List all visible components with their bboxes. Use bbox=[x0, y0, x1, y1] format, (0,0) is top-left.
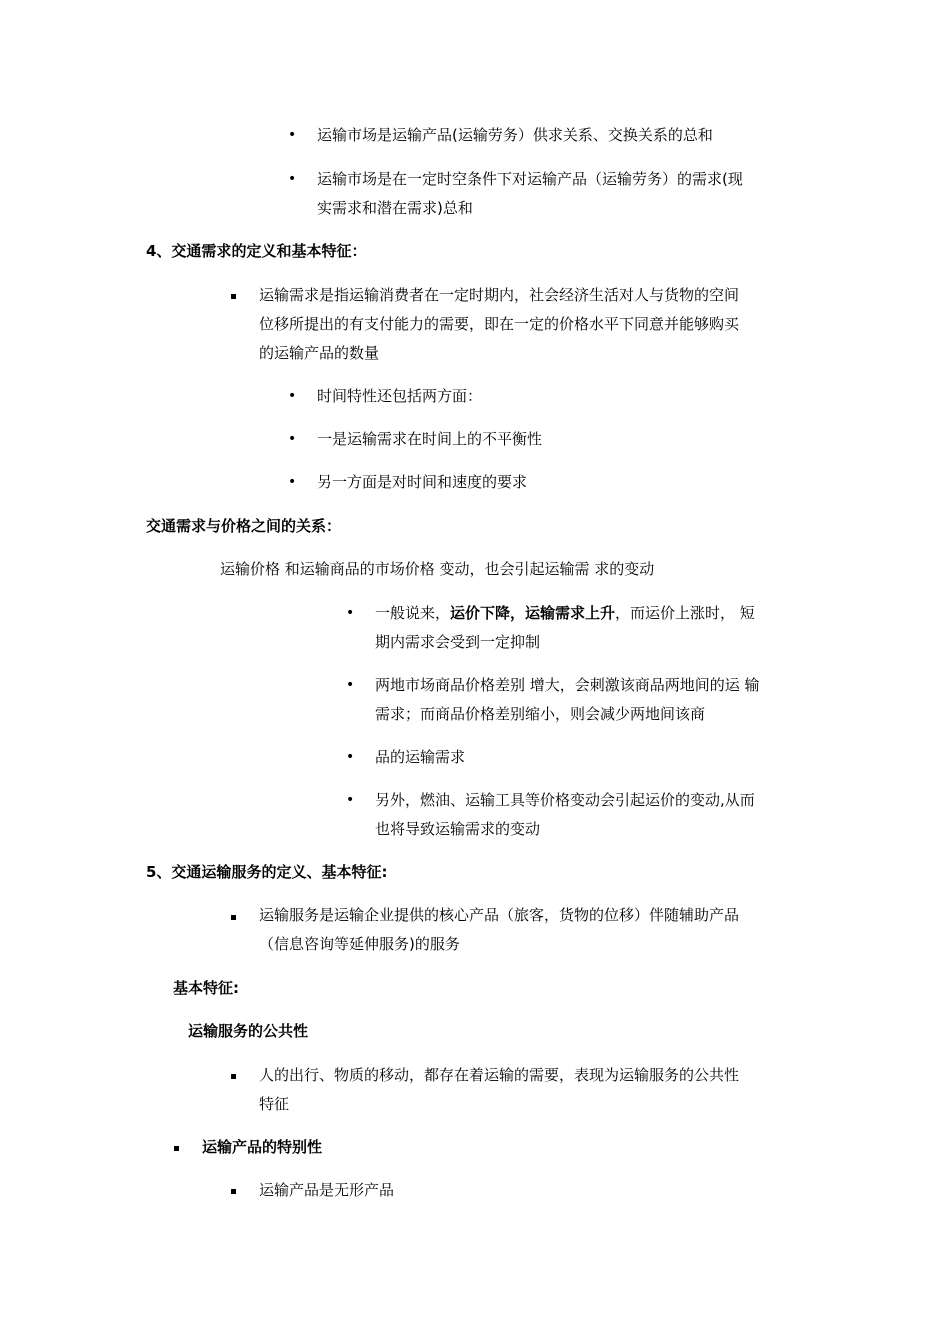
price-item-1-line2: 期内需求会受到一定抑制 bbox=[375, 633, 541, 651]
price-relation-heading: 交通需求与价格之间的关系： bbox=[146, 517, 342, 535]
public-nature-line2: 特征 bbox=[259, 1095, 290, 1113]
bullet-dot-icon: • bbox=[346, 605, 355, 621]
demand-definition-line3: 的运输产品的数量 bbox=[259, 344, 380, 362]
public-nature-line1: 人的出行、物质的移动，都存在着运输的需要，表现为运输服务的公共性 bbox=[259, 1066, 740, 1084]
section5-heading: 5、交通运输服务的定义、基本特征: bbox=[146, 863, 388, 881]
market-definition-1: 运输市场是运输产品(运输劳务）供求关系、交换关系的总和 bbox=[317, 126, 713, 144]
public-nature-heading: 运输服务的公共性 bbox=[188, 1022, 309, 1040]
special-nature-heading: 运输产品的特别性 bbox=[202, 1138, 323, 1156]
square-bullet-icon bbox=[231, 294, 236, 299]
time-item-3: 另一方面是对时间和速度的要求 bbox=[317, 473, 528, 491]
price-item-4-line2: 也将导致运输需求的变动 bbox=[375, 820, 541, 838]
bullet-dot-icon: • bbox=[288, 388, 297, 404]
price-relation-intro: 运输价格 和运输商品的市场价格 变动，也会引起运输需 求的变动 bbox=[220, 560, 655, 578]
price-item-2-line1: 两地市场商品价格差别 增大，会刺激该商品两地间的运 输 bbox=[375, 676, 760, 694]
time-item-1: 时间特性还包括两方面： bbox=[317, 387, 483, 405]
demand-definition-line2: 位移所提出的有支付能力的需要，即在一定的价格水平下同意并能够购买 bbox=[259, 315, 740, 333]
time-item-2: 一是运输需求在时间上的不平衡性 bbox=[317, 430, 543, 448]
market-definition-2-line2: 实需求和潜在需求)总和 bbox=[317, 199, 473, 217]
market-definition-2-line1: 运输市场是在一定时空条件下对运输产品（运输劳务）的需求(现 bbox=[317, 170, 743, 188]
bullet-dot-icon: • bbox=[346, 749, 355, 765]
square-bullet-icon bbox=[231, 915, 236, 920]
square-bullet-icon bbox=[231, 1189, 236, 1194]
bullet-dot-icon: • bbox=[288, 127, 297, 143]
section4-heading: 4、交通需求的定义和基本特征： bbox=[146, 242, 367, 260]
square-bullet-icon bbox=[231, 1074, 236, 1079]
price-item-1-line1 bbox=[375, 599, 755, 628]
price-item-1-suffix: ，而运价上涨时， 短 bbox=[615, 604, 755, 622]
price-item-2-line2: 需求；而商品价格差别缩小，则会减少两地间该商 bbox=[375, 705, 706, 723]
bullet-dot-icon: • bbox=[346, 792, 355, 808]
bullet-dot-icon: • bbox=[288, 171, 297, 187]
demand-definition-line1: 运输需求是指运输消费者在一定时期内，社会经济生活对人与货物的空间 bbox=[259, 286, 740, 304]
intangible-product-item: 运输产品是无形产品 bbox=[259, 1181, 395, 1199]
price-item-1-prefix: 一般说来， bbox=[375, 604, 451, 622]
price-item-4-line1: 另外，燃油、运输工具等价格变动会引起运价的变动,从而 bbox=[375, 791, 755, 809]
square-bullet-icon bbox=[174, 1146, 179, 1151]
bullet-dot-icon: • bbox=[346, 677, 355, 693]
price-item-3: 品的运输需求 bbox=[375, 748, 466, 766]
service-definition-line2: （信息咨询等延伸服务)的服务 bbox=[259, 935, 460, 953]
service-definition-line1: 运输服务是运输企业提供的核心产品（旅客，货物的位移）伴随辅助产品 bbox=[259, 906, 740, 924]
basic-features-heading: 基本特征: bbox=[173, 979, 239, 997]
price-item-1-bold: 运价下降，运输需求上升 bbox=[450, 604, 616, 622]
bullet-dot-icon: • bbox=[288, 474, 297, 490]
bullet-dot-icon: • bbox=[288, 431, 297, 447]
